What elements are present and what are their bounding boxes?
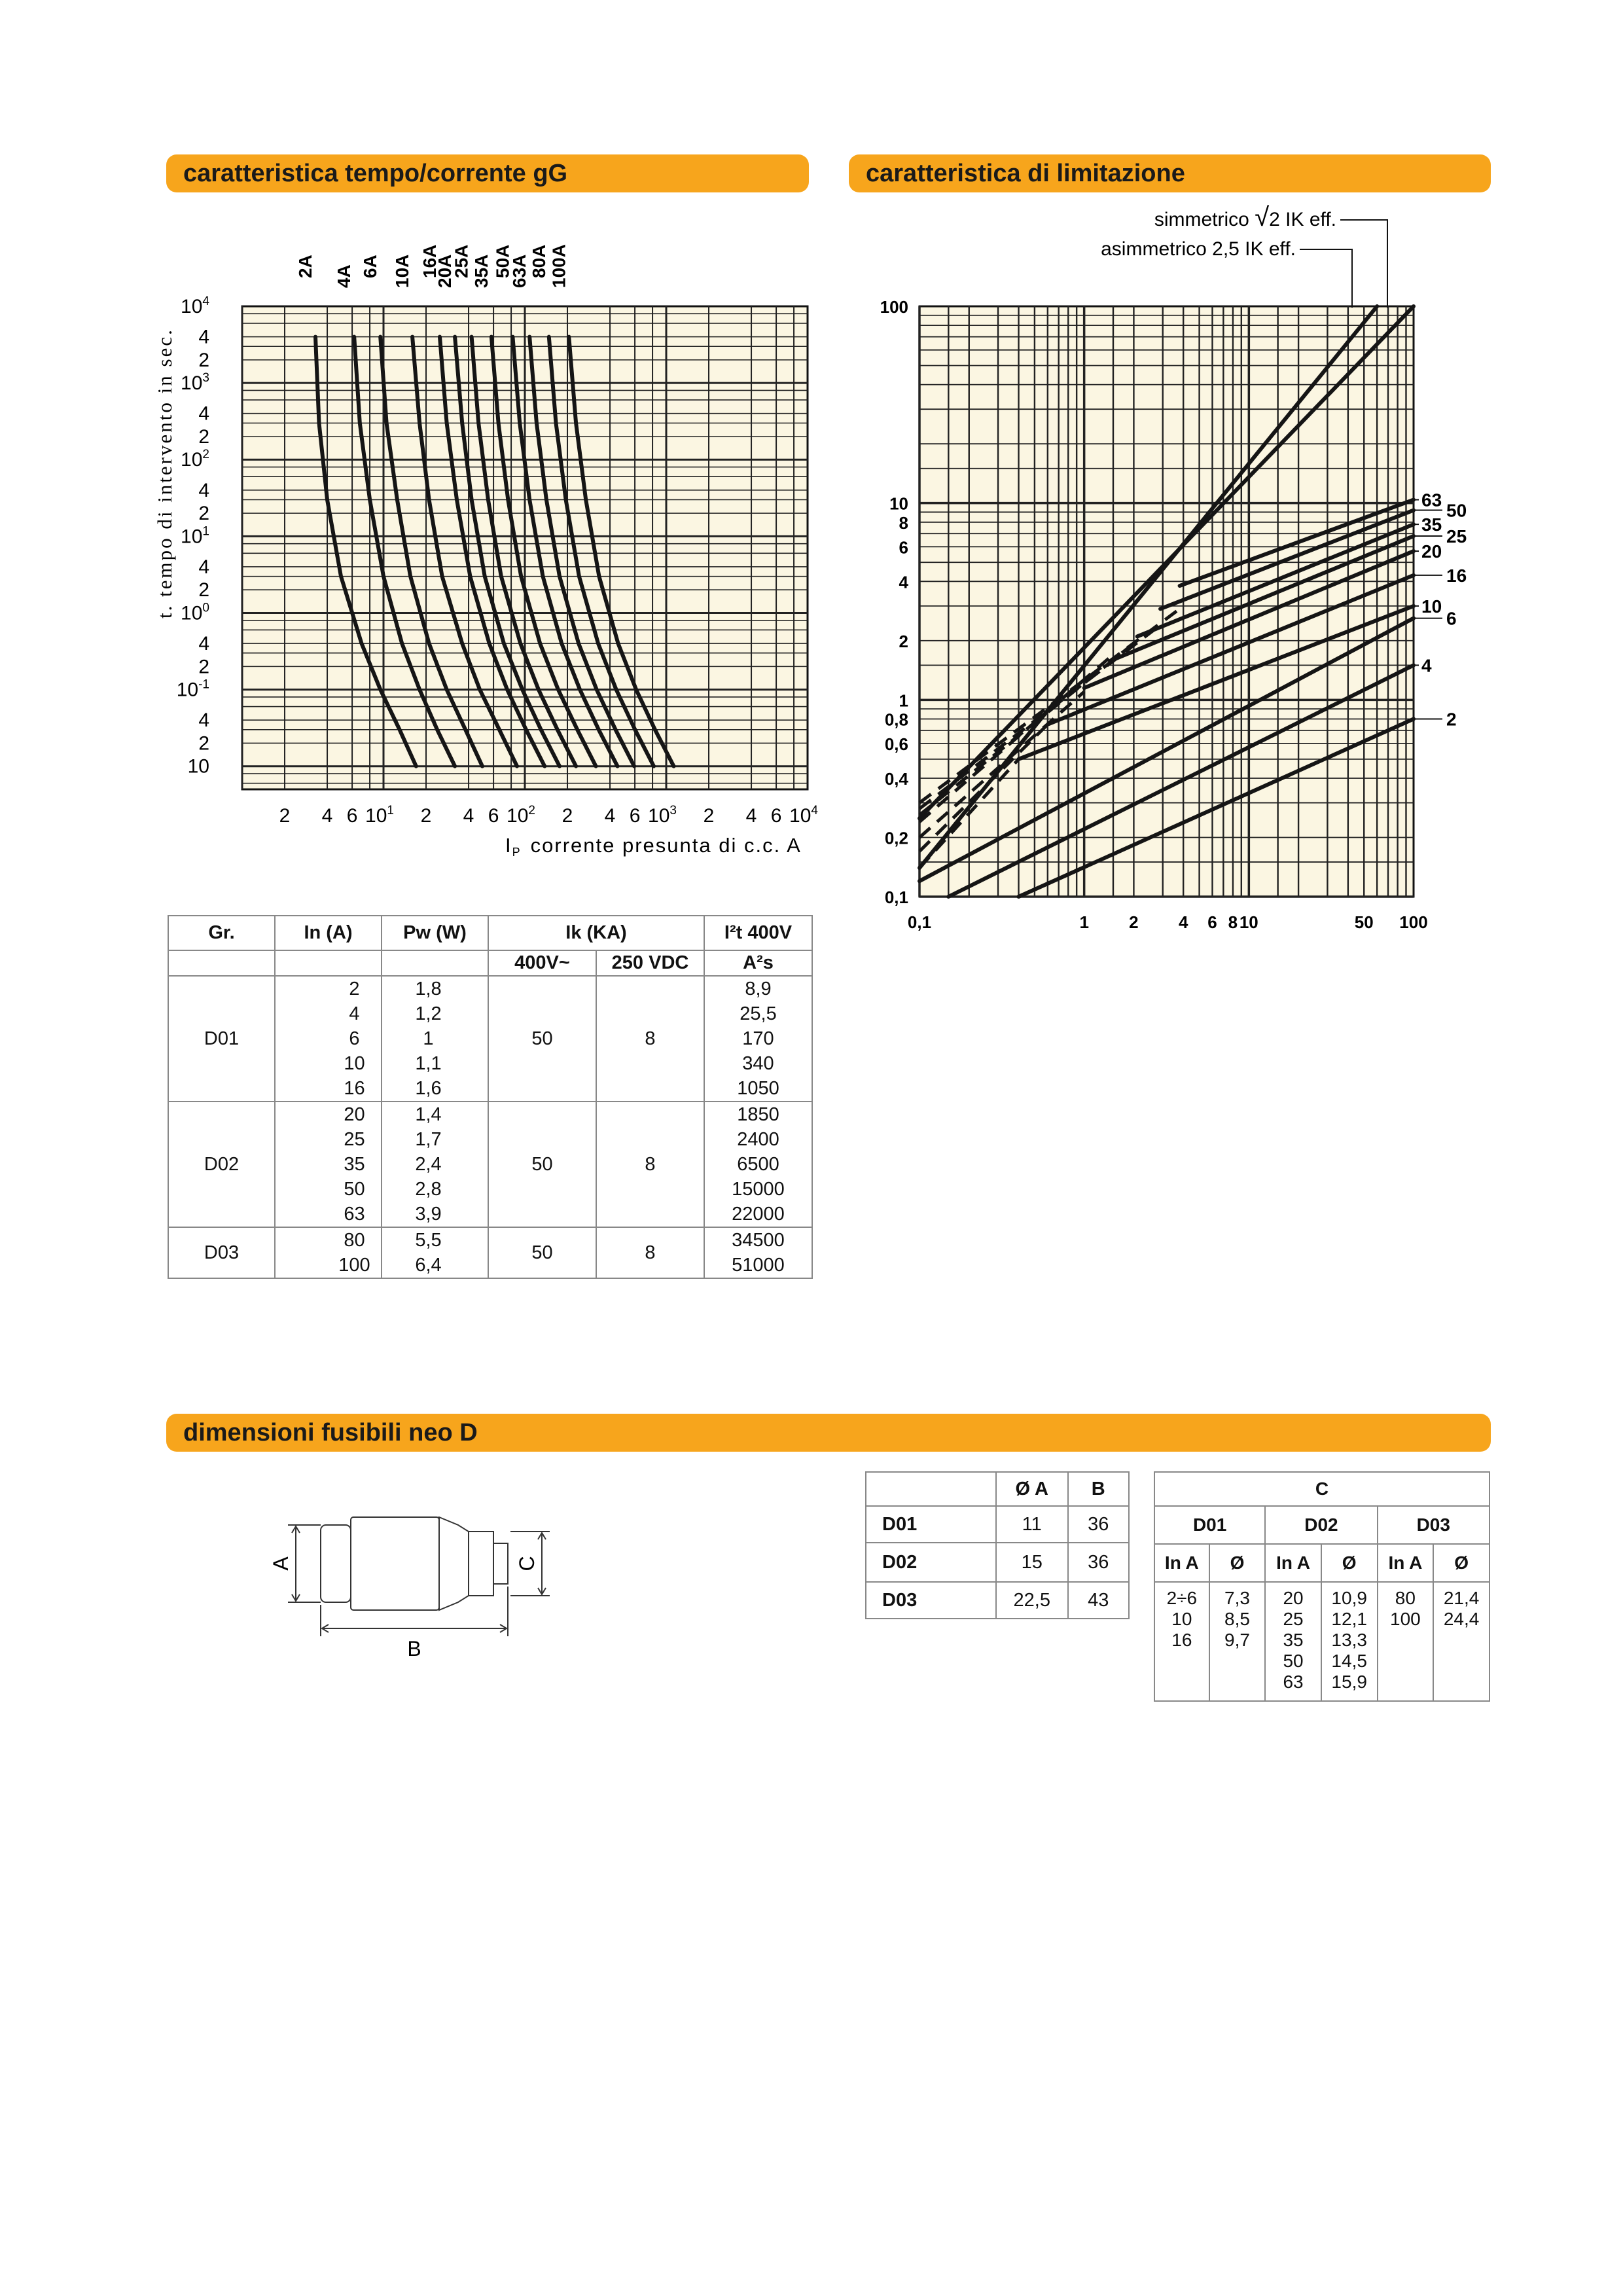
c-title: C [1154,1472,1489,1506]
y-tick-label: 0,1 [884,888,908,907]
legend-asymmetric-leader [1300,249,1352,308]
c-group-d01: D01 [1154,1506,1265,1544]
header-i2t: I²t 400V [704,916,812,950]
time-current-chart [0,0,825,877]
limitation-chart [825,0,1623,956]
ikdc-d03: 8 [596,1227,704,1278]
y-tick-label: 2 [198,426,209,448]
pw-values-d02: 1,4 1,7 2,4 2,8 3,9 [382,1102,488,1227]
y-tick-label: 10 [889,493,908,514]
spec-table [168,915,813,1279]
c-col-diameter: Ø [1433,1544,1489,1582]
series-label-2a: 2A [295,255,315,278]
x-tick-label: 2 [1129,912,1139,932]
y-tick-label: 10 [187,755,209,778]
y-tick-label: $10^2$ [181,448,209,471]
header-pw: Pw (W) [382,916,488,950]
series-label-16: 16 [1446,565,1467,586]
cell-b-d01: 36 [1068,1506,1130,1543]
x-tick-label: 8 [1228,912,1238,932]
series-label-2: 2 [1446,709,1457,730]
in-values-d03: 80 100 [275,1227,382,1278]
fuse-cap-right [469,1532,493,1596]
c-d03-d: 21,4 24,4 [1433,1582,1489,1701]
dim-label-c: C [515,1556,539,1571]
c-group-d02: D02 [1265,1506,1377,1544]
table-row [1154,1582,1489,1701]
y-tick-label: 0,8 [884,709,908,730]
y-tick-label: 4 [198,556,209,578]
subheader-400v: 400V~ [488,950,596,975]
empty-cell [275,950,382,976]
x-tick-label: 6 [488,805,499,827]
series-label-20a: 20A [435,254,455,288]
c-d03-in: 80 100 [1378,1582,1434,1701]
series-label-4: 4 [1421,655,1432,676]
series-label-63a: 63A [509,254,530,288]
x-tick-label: 6 [770,805,782,827]
row-name-d01: D01 [866,1506,996,1543]
cell-a-d02: 15 [996,1543,1068,1582]
y-tick-label: 4 [198,709,209,732]
y-tick-label: 2 [198,656,209,678]
table-row [866,1506,1129,1543]
y-tick-label: 4 [899,572,908,592]
y-tick-label: 8 [899,512,908,533]
series-label-20: 20 [1421,541,1442,562]
y-tick-label: 0,2 [884,828,908,848]
dim-label-a: A [269,1556,293,1571]
series-labels [295,244,569,288]
y-tick-label: 4 [198,633,209,655]
in-values-d02: 20 25 35 50 63 [275,1102,382,1227]
y-tick-label: $10^{-1}$ [176,677,209,701]
ik400-d03: 50 [488,1227,596,1278]
fuse-taper [439,1517,469,1610]
fuse-tip [493,1543,508,1584]
limitation-x-tick-labels [908,912,1428,932]
limitation-y-tick-labels [880,297,909,907]
cell-a-d03: 22,5 [996,1582,1068,1619]
section-title-limitation: caratteristica di limitazione [849,154,1491,192]
empty-cell [382,950,488,976]
x-tick-label: 6 [629,805,641,827]
c-d01-d: 7,3 8,5 9,7 [1209,1582,1266,1701]
x-tick-label: 4 [463,805,474,827]
series-label-50a: 50A [492,244,513,278]
y-tick-labels [177,295,210,778]
x-tick-label: 4 [745,805,757,827]
empty-cell [168,950,275,976]
y-tick-label: 2 [198,349,209,371]
x-tick-label: 1 [1079,912,1089,932]
limitation-series-labels [1414,490,1467,730]
x-tick-label: 100 [1399,912,1428,932]
c-d02-in: 20 25 35 50 63 [1265,1582,1321,1701]
in-values-d01: 2 4 6 10 16 [275,976,382,1102]
cell-b-d03: 43 [1068,1582,1130,1619]
x-axis-title: IP corrente presunta di c.c. A [505,834,802,859]
y-axis-title: t. tempo di intervento in sec. [153,328,176,619]
x-tick-label: 2 [279,805,291,827]
x-tick-label: $10^3$ [648,804,677,827]
series-label-10: 10 [1421,596,1442,617]
fuse-drawing [262,1499,589,1669]
series-label-16a: 16A [419,244,440,278]
series-label-35a: 35A [471,254,491,288]
series-label-25: 25 [1446,526,1467,547]
y-tick-label: 4 [198,403,209,425]
fuse-cap-left [321,1525,351,1602]
y-tick-label: $10^0$ [181,601,209,624]
header-b: B [1068,1472,1130,1506]
c-col-in: In A [1265,1544,1321,1582]
fuse-body [351,1517,439,1610]
dimension-table [865,1471,1130,1619]
i2t-values-d01: 8,9 25,5 170 340 1050 [704,976,812,1102]
dim-label-b: B [407,1637,421,1660]
series-label-63: 63 [1421,490,1442,511]
y-tick-label: 2 [198,503,209,525]
i2t-values-d02: 1850 2400 6500 15000 22000 [704,1102,812,1227]
series-label-4a: 4A [334,264,355,288]
x-tick-label: 4 [1178,912,1188,932]
x-tick-label: 2 [562,805,573,827]
table-row [168,976,812,1102]
x-tick-label: $10^2$ [507,804,535,827]
x-tick-label: $10^4$ [789,804,818,827]
c-d02-d: 10,9 12,1 13,3 14,5 15,9 [1321,1582,1378,1701]
pw-values-d01: 1,8 1,2 1 1,1 1,6 [382,976,488,1102]
table-row [168,1227,812,1278]
y-tick-label: 6 [899,537,908,558]
header-ik: Ik (KA) [488,916,704,950]
y-tick-label: 4 [198,326,209,348]
x-tick-label: $10^1$ [365,804,394,827]
y-tick-label: 2 [899,631,908,651]
header-in: In (A) [275,916,382,950]
cell-b-d02: 36 [1068,1543,1130,1582]
c-d01-in: 2÷6 10 16 [1154,1582,1209,1701]
series-label-50: 50 [1446,500,1467,521]
group-d01: D01 [168,976,275,1102]
table-row [866,1582,1129,1619]
cell-a-d01: 11 [996,1506,1068,1543]
series-label-80a: 80A [528,244,549,278]
c-col-in: In A [1378,1544,1434,1582]
ikdc-d01: 8 [596,976,704,1102]
section-title-dimensions: dimensioni fusibili neo D [166,1414,1491,1452]
x-tick-label: 4 [604,805,616,827]
header-group: Gr. [168,916,275,950]
y-tick-label: $10^4$ [181,295,209,317]
series-label-6a: 6A [360,255,381,278]
series-label-10a: 10A [392,254,413,288]
ik400-d01: 50 [488,976,596,1102]
c-col-diameter: Ø [1209,1544,1266,1582]
series-label-6: 6 [1446,608,1457,629]
group-d03: D03 [168,1227,275,1278]
y-tick-label: 1 [899,691,908,711]
y-tick-label: 0,4 [884,769,908,789]
legend-asymmetric: asimmetrico 2,5 IK eff. [1101,238,1296,260]
i2t-values-d03: 34500 51000 [704,1227,812,1278]
legend-symmetric-leader [1340,220,1387,308]
x-tick-labels [279,804,819,827]
c-col-in: In A [1154,1544,1209,1582]
y-tick-label: 4 [198,479,209,501]
c-col-diameter: Ø [1321,1544,1378,1582]
x-tick-label: 0,1 [907,912,932,932]
subheader-250vdc: 250 VDC [596,950,704,975]
section-title-time-current: caratteristica tempo/corrente gG [166,154,809,192]
y-tick-label: $10^1$ [181,524,209,548]
x-tick-label: 50 [1354,912,1374,932]
table-row [866,1543,1129,1582]
empty-cell [866,1472,996,1506]
row-name-d03: D03 [866,1582,996,1619]
x-tick-label: 2 [420,805,432,827]
pw-values-d03: 5,5 6,4 [382,1227,488,1278]
group-d02: D02 [168,1102,275,1227]
header-diameter-a: Ø A [996,1472,1068,1506]
limitation-plot-area [919,306,1414,897]
y-tick-label: 2 [198,579,209,601]
c-group-d03: D03 [1378,1506,1489,1544]
y-tick-label: 100 [880,297,908,317]
y-tick-label: $10^3$ [181,371,209,395]
y-tick-label: 2 [198,732,209,755]
row-name-d02: D02 [866,1543,996,1582]
ikdc-d02: 8 [596,1102,704,1227]
c-dimension-table [1154,1471,1490,1702]
y-tick-label: 0,6 [884,734,908,754]
legend-symmetric: simmetrico √2 IK eff. [1154,203,1336,232]
subheader-a2s: A²s [704,950,812,975]
x-tick-label: 4 [321,805,333,827]
x-tick-label: 10 [1239,912,1258,932]
x-tick-label: 6 [1207,912,1217,932]
x-tick-label: 6 [346,805,358,827]
ik400-d02: 50 [488,1102,596,1227]
series-label-100a: 100A [548,244,569,288]
table-row [168,1102,812,1227]
series-label-25a: 25A [451,244,472,278]
x-tick-label: 2 [703,805,715,827]
series-label-35: 35 [1421,514,1442,535]
